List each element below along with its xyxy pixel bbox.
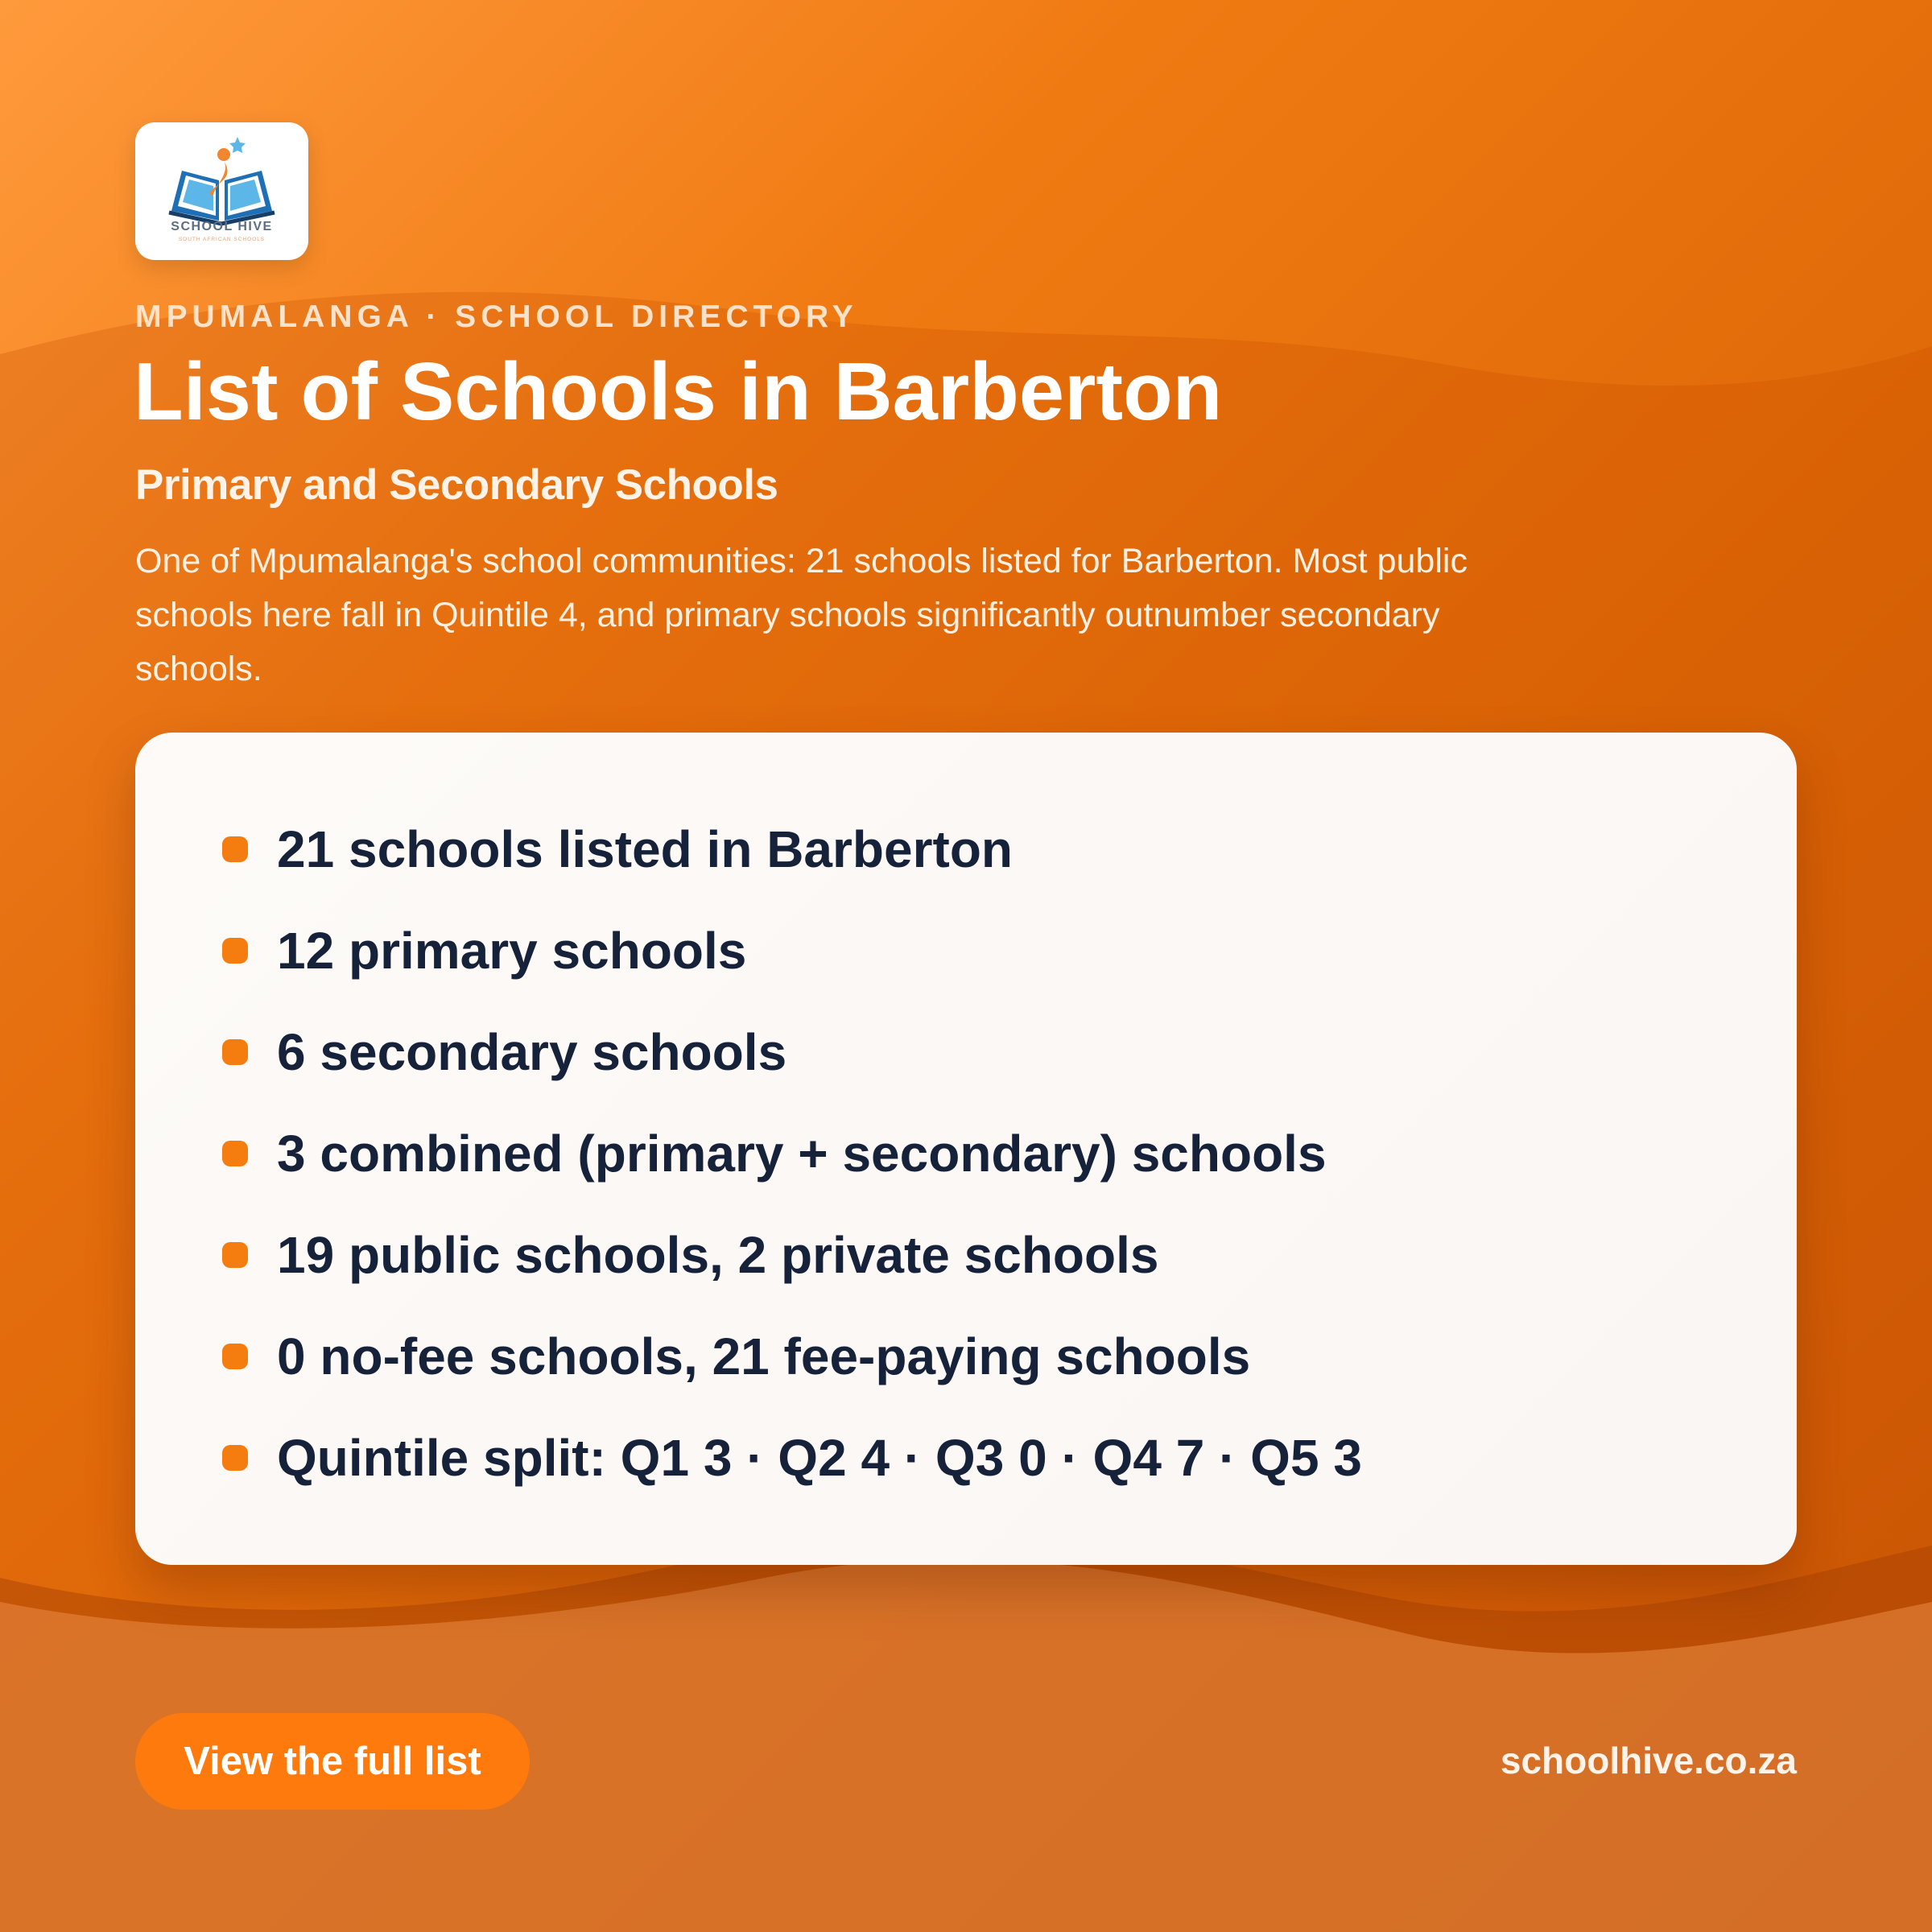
square-bullet-icon xyxy=(222,836,248,862)
fact-item xyxy=(222,1306,1362,1407)
square-bullet-icon xyxy=(222,938,248,964)
fact-text: 19 public schools, 2 private schools xyxy=(277,1226,1159,1284)
square-bullet-icon xyxy=(222,1141,248,1166)
open-book-icon xyxy=(169,137,275,224)
fact-item xyxy=(222,1407,1362,1509)
site-url: schoolhive.co.za xyxy=(1500,1740,1797,1781)
fact-text: 21 schools listed in Barberton xyxy=(277,820,1013,878)
facts-list xyxy=(222,799,1362,1509)
square-bullet-icon xyxy=(222,1242,248,1268)
fact-item xyxy=(222,799,1362,900)
page-subtitle: Primary and Secondary Schools xyxy=(135,461,778,509)
page-description: One of Mpumalanga's school communities: 21 schools listed for Barberton. Most public schools here fall in Quintile 4, and primary schools significantly outnumber secondary schools. xyxy=(135,542,1468,688)
logo-tagline: SOUTH AFRICAN SCHOOLS xyxy=(178,237,266,242)
fact-text: 6 secondary schools xyxy=(277,1023,787,1081)
fact-text: 3 combined (primary + secondary) schools xyxy=(277,1125,1327,1183)
directory-kicker: MPUMALANGA · SCHOOL DIRECTORY xyxy=(135,299,858,334)
fact-text: 12 primary schools xyxy=(277,922,747,980)
page-title: List of Schools in Barberton xyxy=(134,347,1223,437)
fact-text: 0 no-fee schools, 21 fee-paying schools xyxy=(277,1327,1251,1385)
square-bullet-icon xyxy=(222,1445,248,1471)
facts-card xyxy=(135,733,1797,1565)
square-bullet-icon xyxy=(222,1039,248,1065)
fact-text: Quintile split: Q1 3 · Q2 4 · Q3 0 · Q4 7 · Q5 3 xyxy=(277,1429,1362,1487)
fact-item xyxy=(222,1001,1362,1103)
school-hive-logo xyxy=(135,122,308,260)
fact-item xyxy=(222,1204,1362,1306)
fact-item xyxy=(222,1103,1362,1204)
logo-name: SCHOOL HIVE xyxy=(171,220,273,233)
fact-item xyxy=(222,900,1362,1001)
square-bullet-icon xyxy=(222,1344,248,1369)
view-full-list-button[interactable]: View the full list xyxy=(135,1713,530,1810)
